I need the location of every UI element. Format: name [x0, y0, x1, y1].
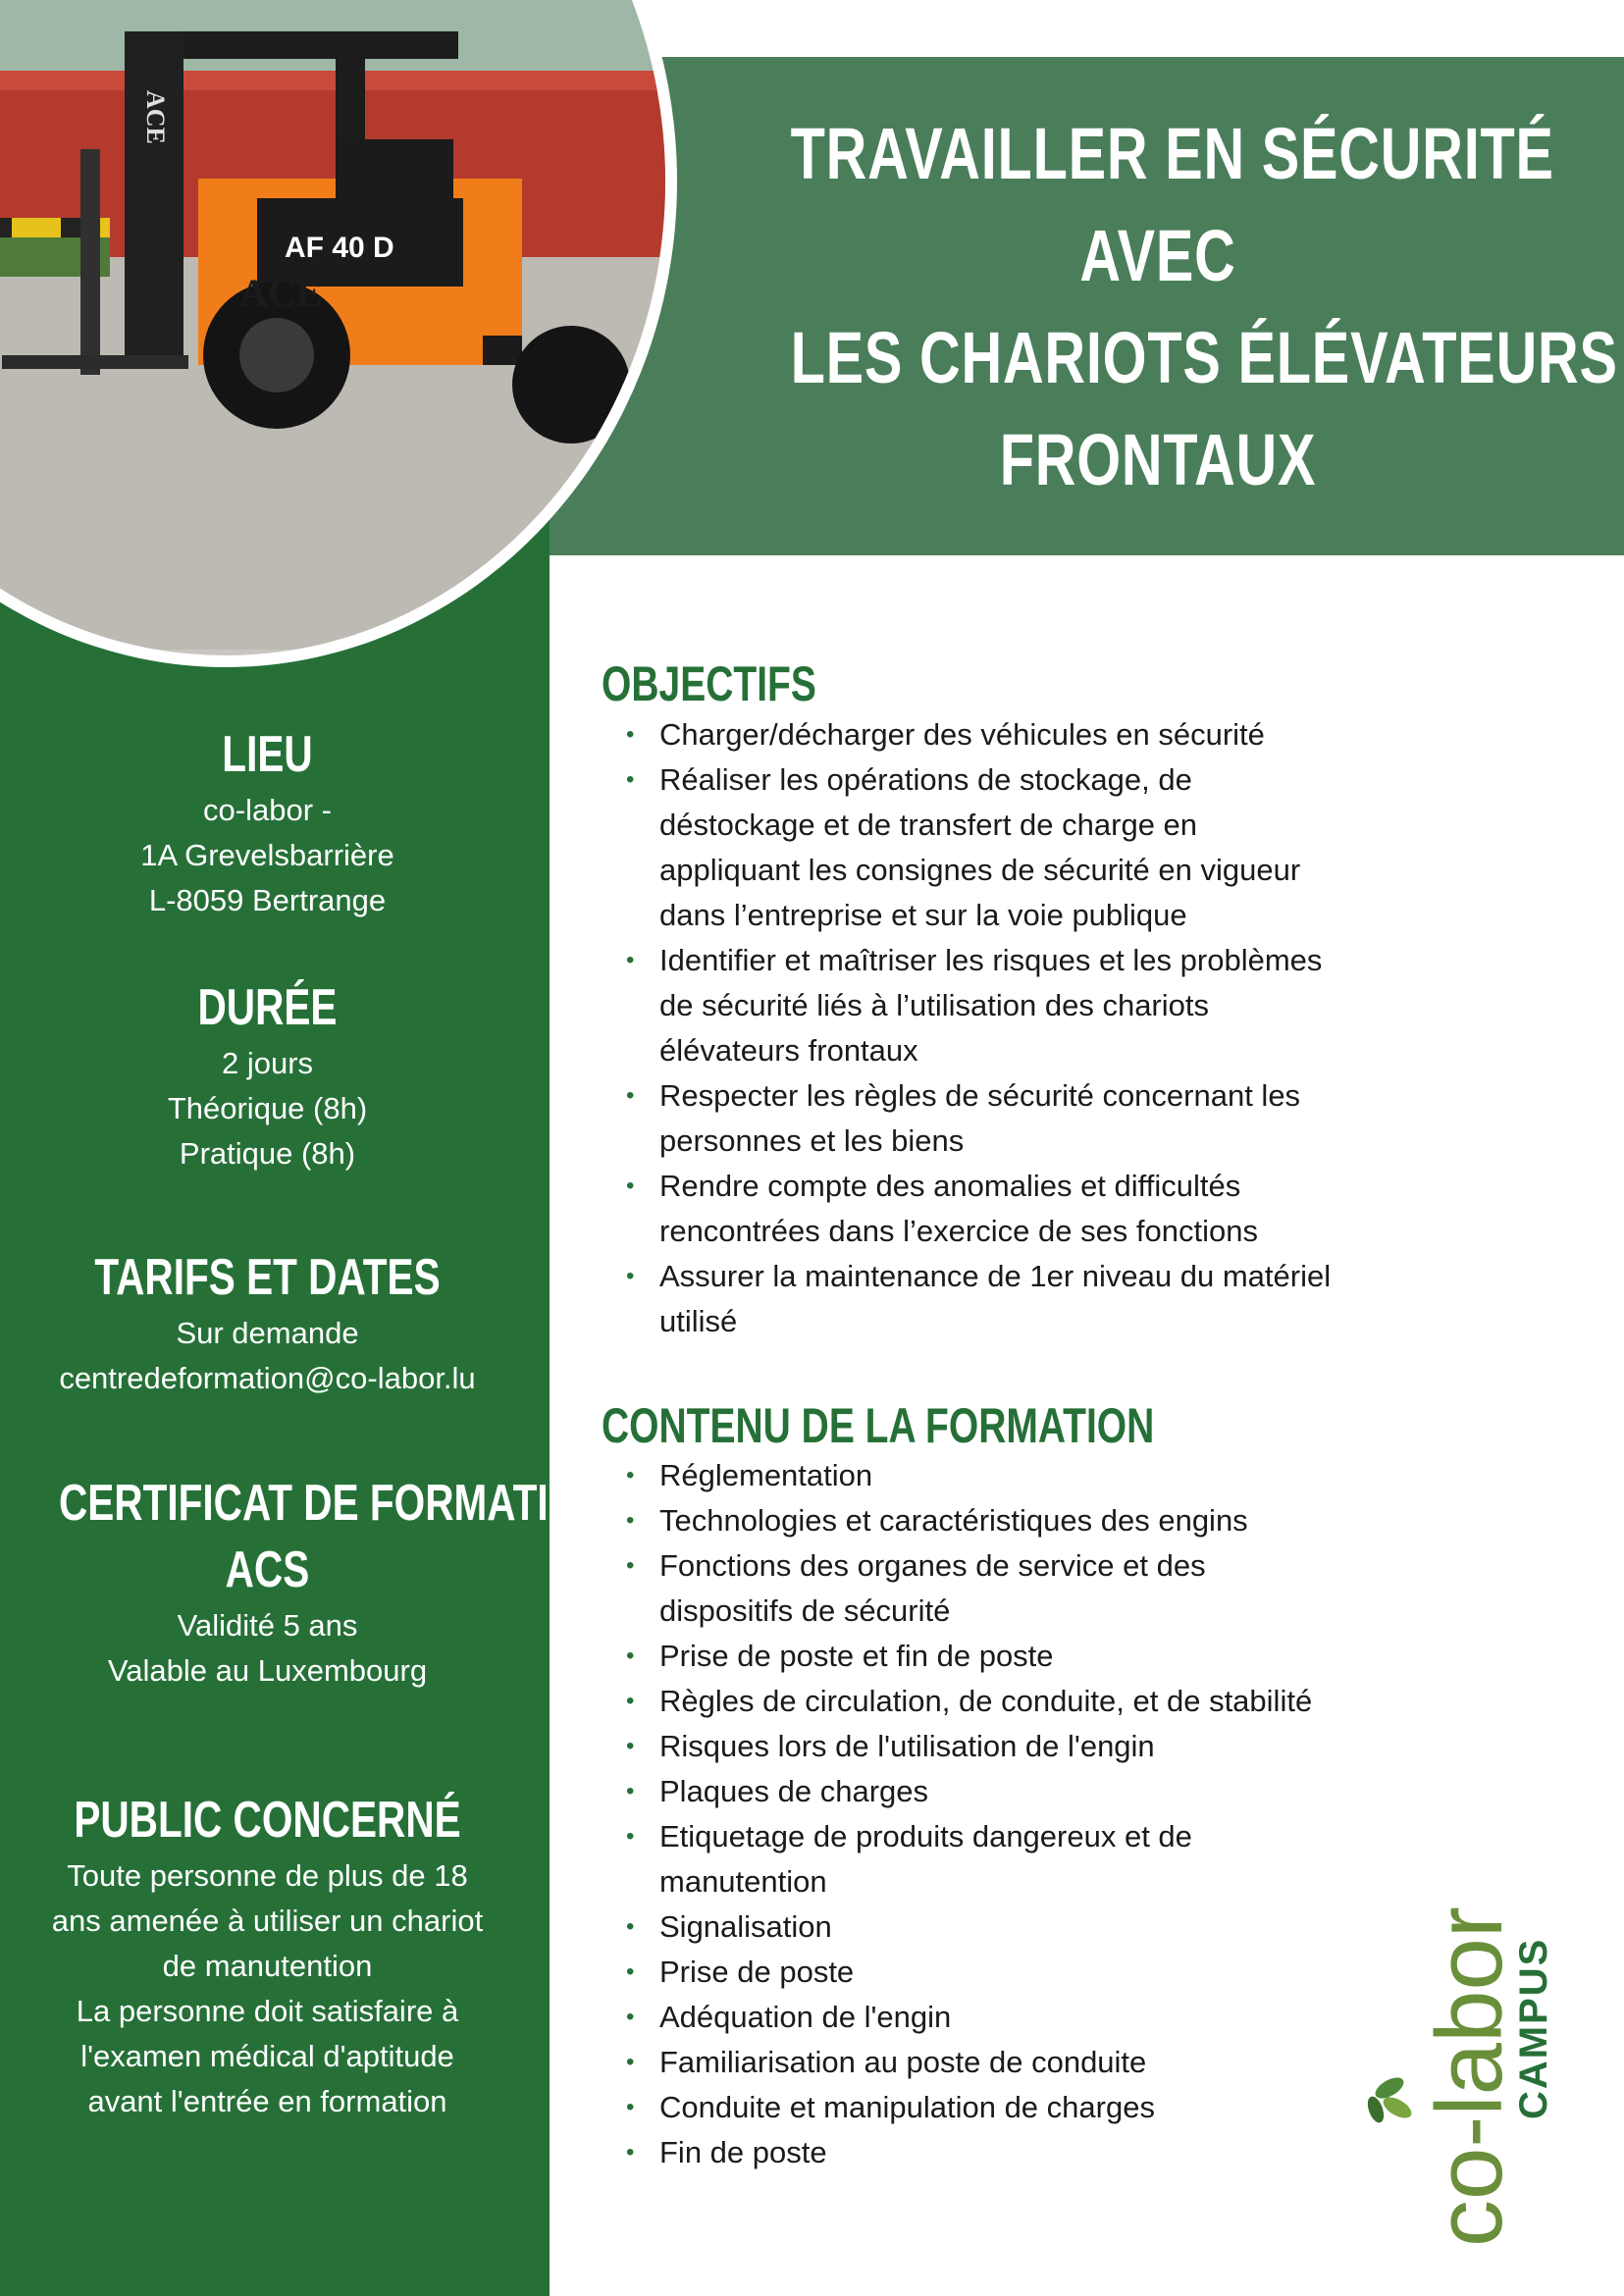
list-item: • Familiarisation au poste de conduite [626, 2040, 1401, 2085]
co-labor-campus-logo [1362, 1864, 1558, 2257]
list-item: • Assurer la maintenance de 1er niveau du matériel utilisé [626, 1254, 1401, 1344]
duree-line: Pratique (8h) [179, 1136, 356, 1171]
list-item: • Identifier et maîtriser les risques et les problèmes de sécurité liés à l’utilisation des chariots élévateurs frontaux [626, 938, 1401, 1073]
list-item: • Réglementation [626, 1453, 1401, 1498]
public-line: La personne doit satisfaire à [76, 1994, 459, 2028]
list-item: • Conduite et manipulation de charges [626, 2085, 1401, 2130]
tarifs-line: Sur demande [176, 1316, 359, 1350]
title-line: TRAVAILLER EN SÉCURITÉ [790, 113, 1554, 194]
duree-line: 2 jours [221, 1046, 314, 1080]
public-line: de manutention [162, 1949, 373, 1983]
list-item: • Prise de poste [626, 1950, 1401, 1995]
list-item: • Rendre compte des anomalies et difficultés rencontrées dans l’exercice de ses fonctions [626, 1164, 1401, 1254]
public-line: Toute personne de plus de 18 [67, 1858, 468, 1893]
list-item: • Etiquetage de produits dangereux et de manutention [626, 1814, 1401, 1905]
certificat-line: Valable au Luxembourg [107, 1653, 428, 1688]
list-item: • Technologies et caractéristiques des engins [626, 1498, 1401, 1543]
public-heading: PUBLIC CONCERNÉ [74, 1792, 461, 1849]
mast-label: ACE [141, 90, 170, 144]
duree-heading: DURÉE [197, 979, 338, 1036]
contenu-list [626, 1453, 1401, 2175]
logo-wordmark: co-labor [1417, 1906, 1522, 2247]
duree-block [0, 974, 535, 1176]
list-item: • Signalisation [626, 1905, 1401, 1950]
certificat-block [0, 1470, 608, 1694]
lieu-block [0, 721, 535, 923]
title-line: LES CHARIOTS ÉLÉVATEURS [790, 317, 1618, 398]
photo-frame [0, 0, 677, 667]
lieu-line: co-labor - [203, 793, 332, 827]
tarifs-heading: TARIFS ET DATES [94, 1249, 441, 1306]
lieu-line: L-8059 Bertrange [148, 883, 387, 917]
list-item: • Respecter les règles de sécurité concernant les personnes et les biens [626, 1073, 1401, 1164]
duree-line: Théorique (8h) [167, 1091, 368, 1125]
public-line: avant l'entrée en formation [87, 2084, 447, 2118]
list-item: • Adéquation de l'engin [626, 1995, 1401, 2040]
page-title [790, 103, 1618, 511]
forklift-illustration [0, 0, 665, 655]
public-line: ans amenée à utiliser un chariot [51, 1904, 484, 1938]
objectifs-heading: OBJECTIFS [602, 656, 816, 711]
certificat-line: Validité 5 ans [177, 1608, 358, 1643]
list-item: • Charger/décharger des véhicules en sécurité [626, 712, 1401, 757]
objectifs-list [626, 712, 1401, 1344]
public-block [0, 1787, 535, 2124]
list-item: • Risques lors de l'utilisation de l'engin [626, 1724, 1401, 1769]
list-item: • Plaques de charges [626, 1769, 1401, 1814]
title-line: AVEC [1079, 215, 1236, 296]
list-item: • Réaliser les opérations de stockage, de déstockage et de transfert de charge en appliquant les consignes de sécurité en vigueur dans l’entreprise et sur la voie publique [626, 757, 1401, 938]
list-item: • Fin de poste [626, 2130, 1401, 2175]
forklift-photo [0, 0, 665, 655]
logo-campus: CAMPUS [1512, 1937, 1555, 2119]
public-line: l'examen médical d'aptitude [80, 2039, 454, 2073]
brand-label: ACE [239, 271, 323, 315]
contenu-heading: CONTENU DE LA FORMATION [602, 1398, 1155, 1453]
list-item: • Fonctions des organes de service et des dispositifs de sécurité [626, 1543, 1401, 1634]
title-line: FRONTAUX [999, 419, 1317, 500]
list-item: • Règles de circulation, de conduite, et de stabilité [626, 1679, 1401, 1724]
tarifs-block [0, 1244, 535, 1401]
leaf-icon [1365, 2073, 1415, 2124]
lieu-line: 1A Grevelsbarrière [140, 838, 394, 872]
certificat-heading: ACS [225, 1541, 310, 1598]
model-label: AF 40 D [285, 232, 394, 264]
list-item: • Prise de poste et fin de poste [626, 1634, 1401, 1679]
lieu-heading: LIEU [222, 726, 313, 783]
contact-email[interactable]: centredeformation@co-labor.lu [59, 1361, 476, 1395]
certificat-heading: CERTIFICAT DE FORMATION [58, 1475, 608, 1532]
